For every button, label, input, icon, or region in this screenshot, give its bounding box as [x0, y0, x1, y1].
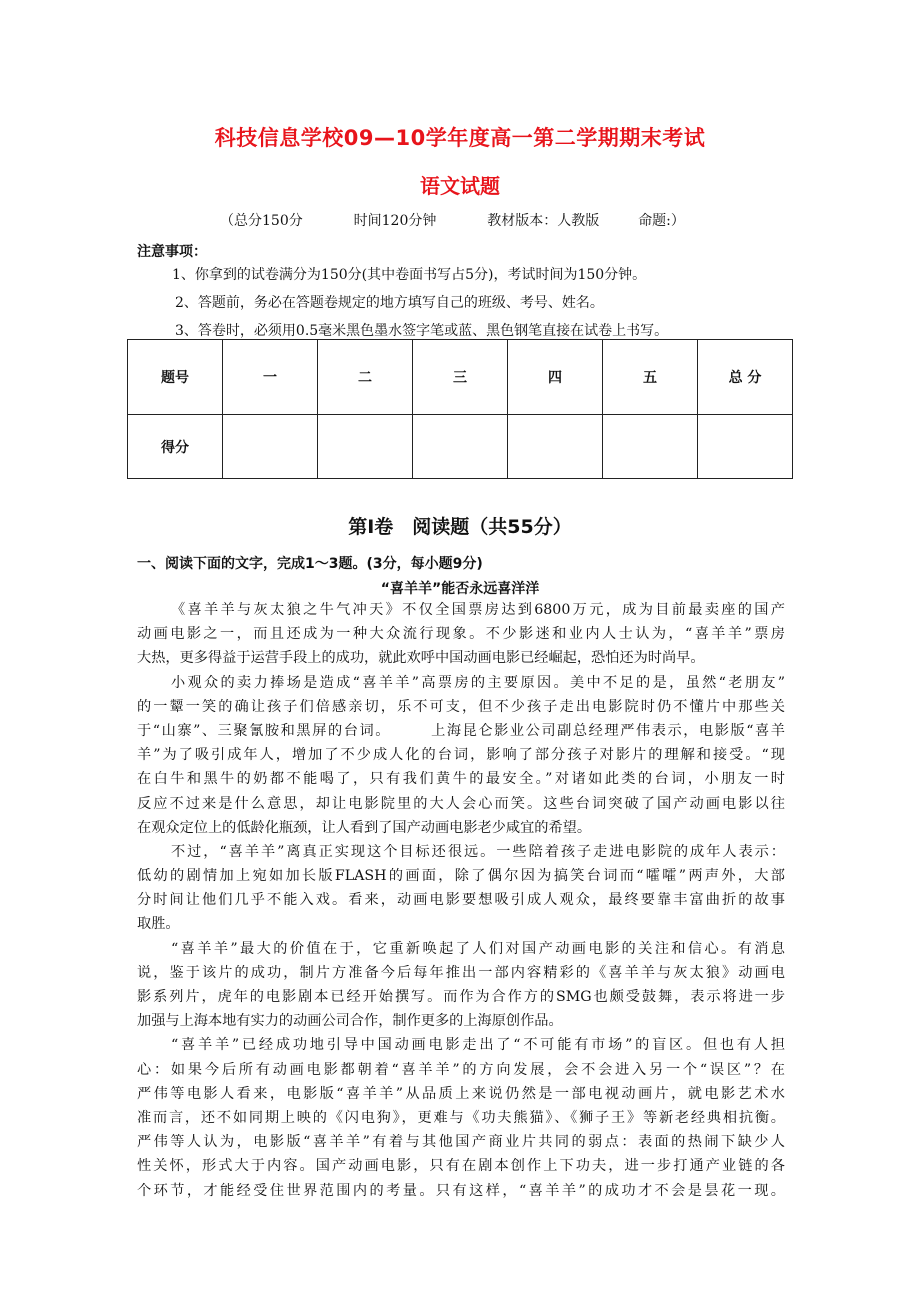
article-line: 分时间让他们几乎不能入戏。看来，动画电影要想吸引成人观众，最终要靠丰富曲折的故事 — [137, 892, 785, 909]
score-entry-cell — [318, 415, 413, 479]
table-cell: 二 — [318, 340, 413, 415]
meta-author: 命题:） — [638, 213, 685, 229]
score-entry-cell — [603, 415, 698, 479]
article-line: 动画电影之一，而且还成为一种大众流行现象。不少影迷和业内人士认为，“喜羊羊”票房 — [137, 626, 785, 643]
exam-subtitle: 语文试题 — [420, 174, 500, 198]
table-cell: 总 分 — [698, 340, 793, 415]
article-line: 《喜羊羊与灰太狼之牛气冲天》不仅全国票房达到6800万元，成为目前最卖座的国产 — [171, 602, 785, 618]
question-heading: 一、阅读下面的文字，完成1～3题。(3分，每小题9分) — [137, 556, 483, 572]
article-line: “喜羊羊”最大的价值在于，它重新唤起了人们对国产动画电影的关注和信心。有消息 — [171, 940, 785, 957]
article-line: 说，鉴于该片的成功，制片方准备今后每年推出一部内容精彩的《喜羊羊与灰太狼》动画电 — [137, 964, 785, 981]
meta-textbook: 教材版本：人教版 — [487, 213, 600, 229]
table-cell: 得分 — [128, 415, 223, 479]
table-cell: 五 — [603, 340, 698, 415]
table-cell: 题号 — [128, 340, 223, 415]
notice-heading: 注意事项： — [137, 244, 207, 260]
article-line: 影系列片，虎年的电影剧本已经开始撰写。而作为合作方的SMG也颇受鼓舞，表示将进一步 — [137, 989, 785, 1005]
table-cell: 一 — [223, 340, 318, 415]
article-line: 的一颦一笑的确让孩子们倍感亲切，乐不可支，但不少孩子走出电影院时仍不懂片中那些关 — [137, 698, 785, 715]
article-line: 心：如果今后所有动画电影都朝着“喜羊羊”的方向发展，会不会进入另一个“误区”？在 — [137, 1061, 785, 1078]
notice-item: 3、答卷时，必须用0.5毫米黑色墨水签字笔或蓝、黑色钢笔直接在试卷上书写。 — [175, 323, 669, 339]
article-line: 低幼的剧情加上宛如加长版FLASH的画面，除了偶尔因为搞笑台词而“嚯嚯”两声外，大部 — [137, 868, 785, 885]
article-line: 不过，“喜羊羊”离真正实现这个目标还很远。一些陪着孩子走进电影院的成年人表示： — [171, 843, 785, 860]
score-entry-cell — [413, 415, 508, 479]
score-entry-cell — [508, 415, 603, 479]
article-line: 反应不过来是什么意思，却让电影院里的大人会心而笑。这些台词突破了国产动画电影以往 — [137, 795, 785, 812]
article-line: 个环节，才能经受住世界范围内的考量。只有这样，“喜羊羊”的成功才不会是昙花一现。 — [137, 1182, 785, 1199]
exam-meta — [220, 210, 685, 230]
article-line: 严伟等电影人看来，电影版“喜羊羊”从品质上来说仍然是一部电视动画片，就电影艺术水 — [137, 1085, 785, 1102]
section-title: 第Ⅰ卷 阅读题（共55分） — [348, 516, 572, 538]
notice-item: 1、你拿到的试卷满分为150分(其中卷面书写占5分)，考试时间为150分钟。 — [172, 267, 647, 283]
article-line: 性关怀，形式大于内容。国产动画电影，只有在剧本创作上下功夫，进一步打通产业链的各 — [137, 1158, 785, 1175]
article-line: 小观众的卖力捧场是造成“喜羊羊”高票房的主要原因。美中不足的是，虽然“老朋友” — [171, 674, 785, 691]
score-table — [127, 339, 793, 479]
article-line: “喜羊羊”已经成功地引导中国动画电影走出了“不可能有市场”的盲区。但也有人担 — [171, 1037, 785, 1054]
article-title: “喜羊羊”能否永远喜洋洋 — [380, 581, 540, 597]
meta-total-score: （总分150分 — [220, 213, 303, 229]
article-line: 于“山寨”、三聚氰胺和黑屏的台词。 上海昆仑影业公司副总经理严伟表示，电影版“喜羊 — [137, 722, 785, 739]
meta-time: 时间120分钟 — [353, 213, 437, 229]
article-line: 大热，更多得益于运营手段上的成功，就此欢呼中国动画电影已经崛起，恐怕还为时尚早。 — [137, 650, 705, 667]
score-entry-cell — [223, 415, 318, 479]
article-body — [137, 598, 785, 1203]
table-cell: 三 — [413, 340, 508, 415]
article-line: 严伟等人认为，电影版“喜羊羊”有着与其他国产商业片共同的弱点：表面的热闹下缺少人 — [137, 1134, 785, 1151]
article-line: 加强与上海本地有实力的动画公司合作，制作更多的上海原创作品。 — [137, 1013, 563, 1030]
article-line: 准而言，还不如同期上映的《闪电狗》，更难与《功夫熊猫》、《狮子王》等新老经典相抗衡。 — [137, 1109, 785, 1126]
notice-item: 2、答题前，务必在答题卷规定的地方填写自己的班级、考号、姓名。 — [175, 295, 604, 311]
article-line: 取胜。 — [137, 916, 180, 933]
table-cell: 四 — [508, 340, 603, 415]
article-line: 羊”为了吸引成年人，增加了不少成人化的台词，影响了部分孩子对影片的理解和接受。“现 — [137, 747, 785, 764]
article-line: 在白牛和黑牛的奶都不能喝了，只有我们黄牛的最安全。”对诸如此类的台词，小朋友一时 — [137, 771, 785, 788]
exam-title: 科技信息学校09—10学年度高一第二学期期末考试 — [214, 126, 706, 150]
score-entry-cell — [698, 415, 793, 479]
article-line: 在观众定位上的低龄化瓶颈，让人看到了国产动画电影老少咸宜的希望。 — [137, 819, 592, 836]
score-table-score-row — [128, 415, 793, 479]
score-table-header-row — [128, 340, 793, 415]
